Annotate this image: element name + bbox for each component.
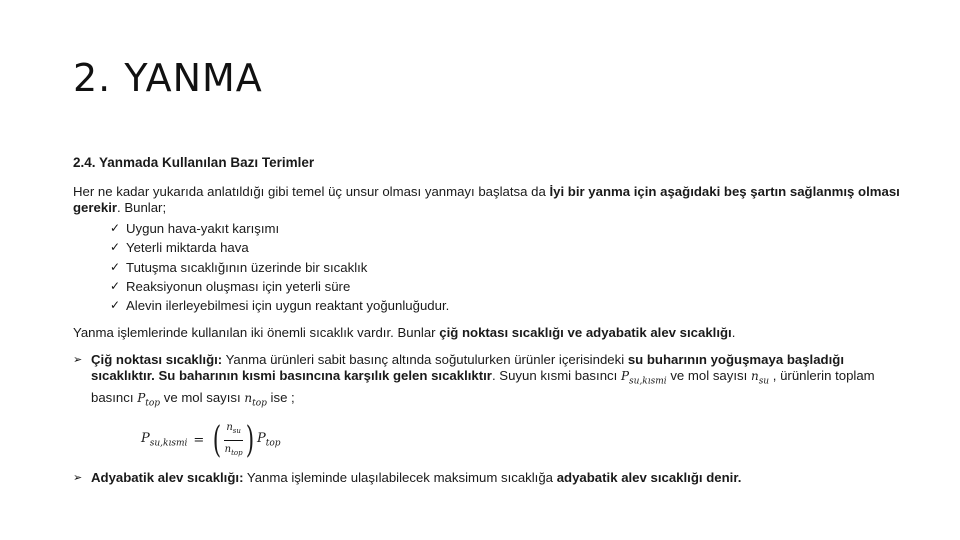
checklist-item — [110, 278, 903, 295]
arrow-bullet-icon: ➢ — [73, 354, 83, 367]
symbol-p: P — [256, 430, 266, 446]
formula-fraction — [224, 420, 243, 461]
subscript-su-kismi: su,kısmi — [629, 376, 667, 387]
symbol-n: n — [224, 444, 232, 456]
formula-equals: = — [193, 432, 205, 448]
page-title: 2. YANMA — [73, 56, 263, 100]
subscript-su: su — [758, 376, 770, 387]
formula-right-paren: ) — [245, 419, 255, 461]
symbol-n-su — [750, 369, 770, 387]
symbol-p-su-kismi — [620, 369, 667, 387]
adiabatic-text: Yanma işleminde ulaşılabilecek maksimum sıcaklığa — [243, 469, 557, 485]
para2-text: Yanma işlemlerinde kullanılan iki önemli sıcaklık vardır. Bunlar — [73, 325, 440, 341]
symbol-p: P — [620, 369, 630, 384]
adiabatic-term: Adyabatik alev sıcaklığı: — [91, 469, 244, 485]
formula-rhs — [257, 431, 281, 452]
symbol-p-top — [137, 390, 161, 408]
subscript-top: top — [231, 449, 243, 458]
checklist-item-text: Alevin ilerleyebilmesi için uygun reaktant yoğunluğudur. — [126, 298, 450, 314]
dew-point-text: ise ; — [266, 389, 295, 405]
checklist-item-text: Reaksiyonun oluşması için yeterli süre — [126, 278, 351, 294]
subscript-top: top — [265, 438, 281, 449]
dew-point-text: Yanma ürünleri sabit basınç altında soğutulurken ürünler içerisindeki — [222, 352, 628, 368]
intro-bold-text: İyi bir yanma için aşağıdaki beş şartın sağlanmış olması gerekir — [73, 184, 900, 215]
partial-pressure-formula — [141, 420, 903, 462]
fraction-numerator — [224, 420, 243, 441]
arrow-bullet-icon: ➢ — [73, 471, 83, 484]
dew-point-bold-text: su buharının yoğuşmaya başladığı sıcaklıktır. Su baharının kısmi basıncına karşılık gelen sıcaklıktır — [91, 352, 844, 384]
checklist-item — [110, 220, 903, 237]
temperatures-paragraph — [73, 325, 903, 341]
dew-point-text: . Suyun kısmi basıncı — [491, 368, 621, 384]
adiabatic-body — [91, 470, 903, 486]
dew-point-body — [91, 352, 903, 470]
symbol-n: n — [750, 369, 759, 384]
subscript-top: top — [145, 397, 161, 408]
checklist-item-text: Uygun hava-yakıt karışımı — [126, 221, 280, 236]
formula-lhs — [141, 431, 187, 452]
symbol-n: n — [226, 422, 233, 434]
check-icon: ✓ — [110, 298, 121, 313]
section-heading: 2.4. Yanmada Kullanılan Bazı Terimler — [73, 155, 315, 170]
formula-left-paren: ( — [213, 419, 222, 461]
checklist-item — [110, 259, 903, 276]
check-icon: ✓ — [110, 240, 121, 255]
checklist-item-text: Tutuşma sıcaklığının üzerinde bir sıcaklık — [126, 259, 368, 275]
symbol-p: P — [141, 430, 150, 446]
adiabatic-item — [73, 470, 903, 486]
checklist-item-text: Yeterli miktarda hava — [126, 240, 249, 256]
intro-paragraph — [73, 184, 903, 216]
symbol-n-top — [244, 390, 267, 408]
check-icon: ✓ — [110, 221, 121, 235]
symbol-p: P — [137, 390, 146, 405]
para2-bold-text: çiğ noktası sıcaklığı ve adyabatik alev sıcaklığı — [439, 325, 732, 341]
dew-point-term: Çiğ noktası sıcaklığı: — [91, 352, 223, 368]
subscript-top: top — [252, 397, 267, 408]
adiabatic-bold-text: adyabatik alev sıcaklığı denir. — [556, 469, 742, 485]
fraction-denominator — [225, 441, 243, 461]
subscript-su: su — [232, 427, 241, 436]
dew-point-text: , ürünlerin toplam basıncı — [91, 368, 875, 405]
intro-text: Her ne kadar yukarıda anlatıldığı gibi temel üç unsur olması yanmayı başlatsa da — [73, 184, 550, 199]
definitions-list — [73, 352, 903, 486]
subscript-su-kismi: su,kısmi — [149, 438, 188, 449]
content-area — [73, 155, 903, 486]
intro-tail: . Bunlar; — [117, 200, 167, 215]
checklist-item — [110, 239, 903, 256]
dew-point-text: ve mol sayısı — [666, 368, 751, 384]
check-icon: ✓ — [110, 259, 121, 274]
conditions-checklist — [73, 220, 903, 314]
dew-point-text: ve mol sayısı — [160, 389, 245, 405]
check-icon: ✓ — [110, 278, 121, 293]
dew-point-item — [73, 352, 903, 470]
symbol-n: n — [244, 390, 253, 405]
checklist-item — [110, 297, 903, 314]
para2-tail: . — [731, 325, 736, 341]
